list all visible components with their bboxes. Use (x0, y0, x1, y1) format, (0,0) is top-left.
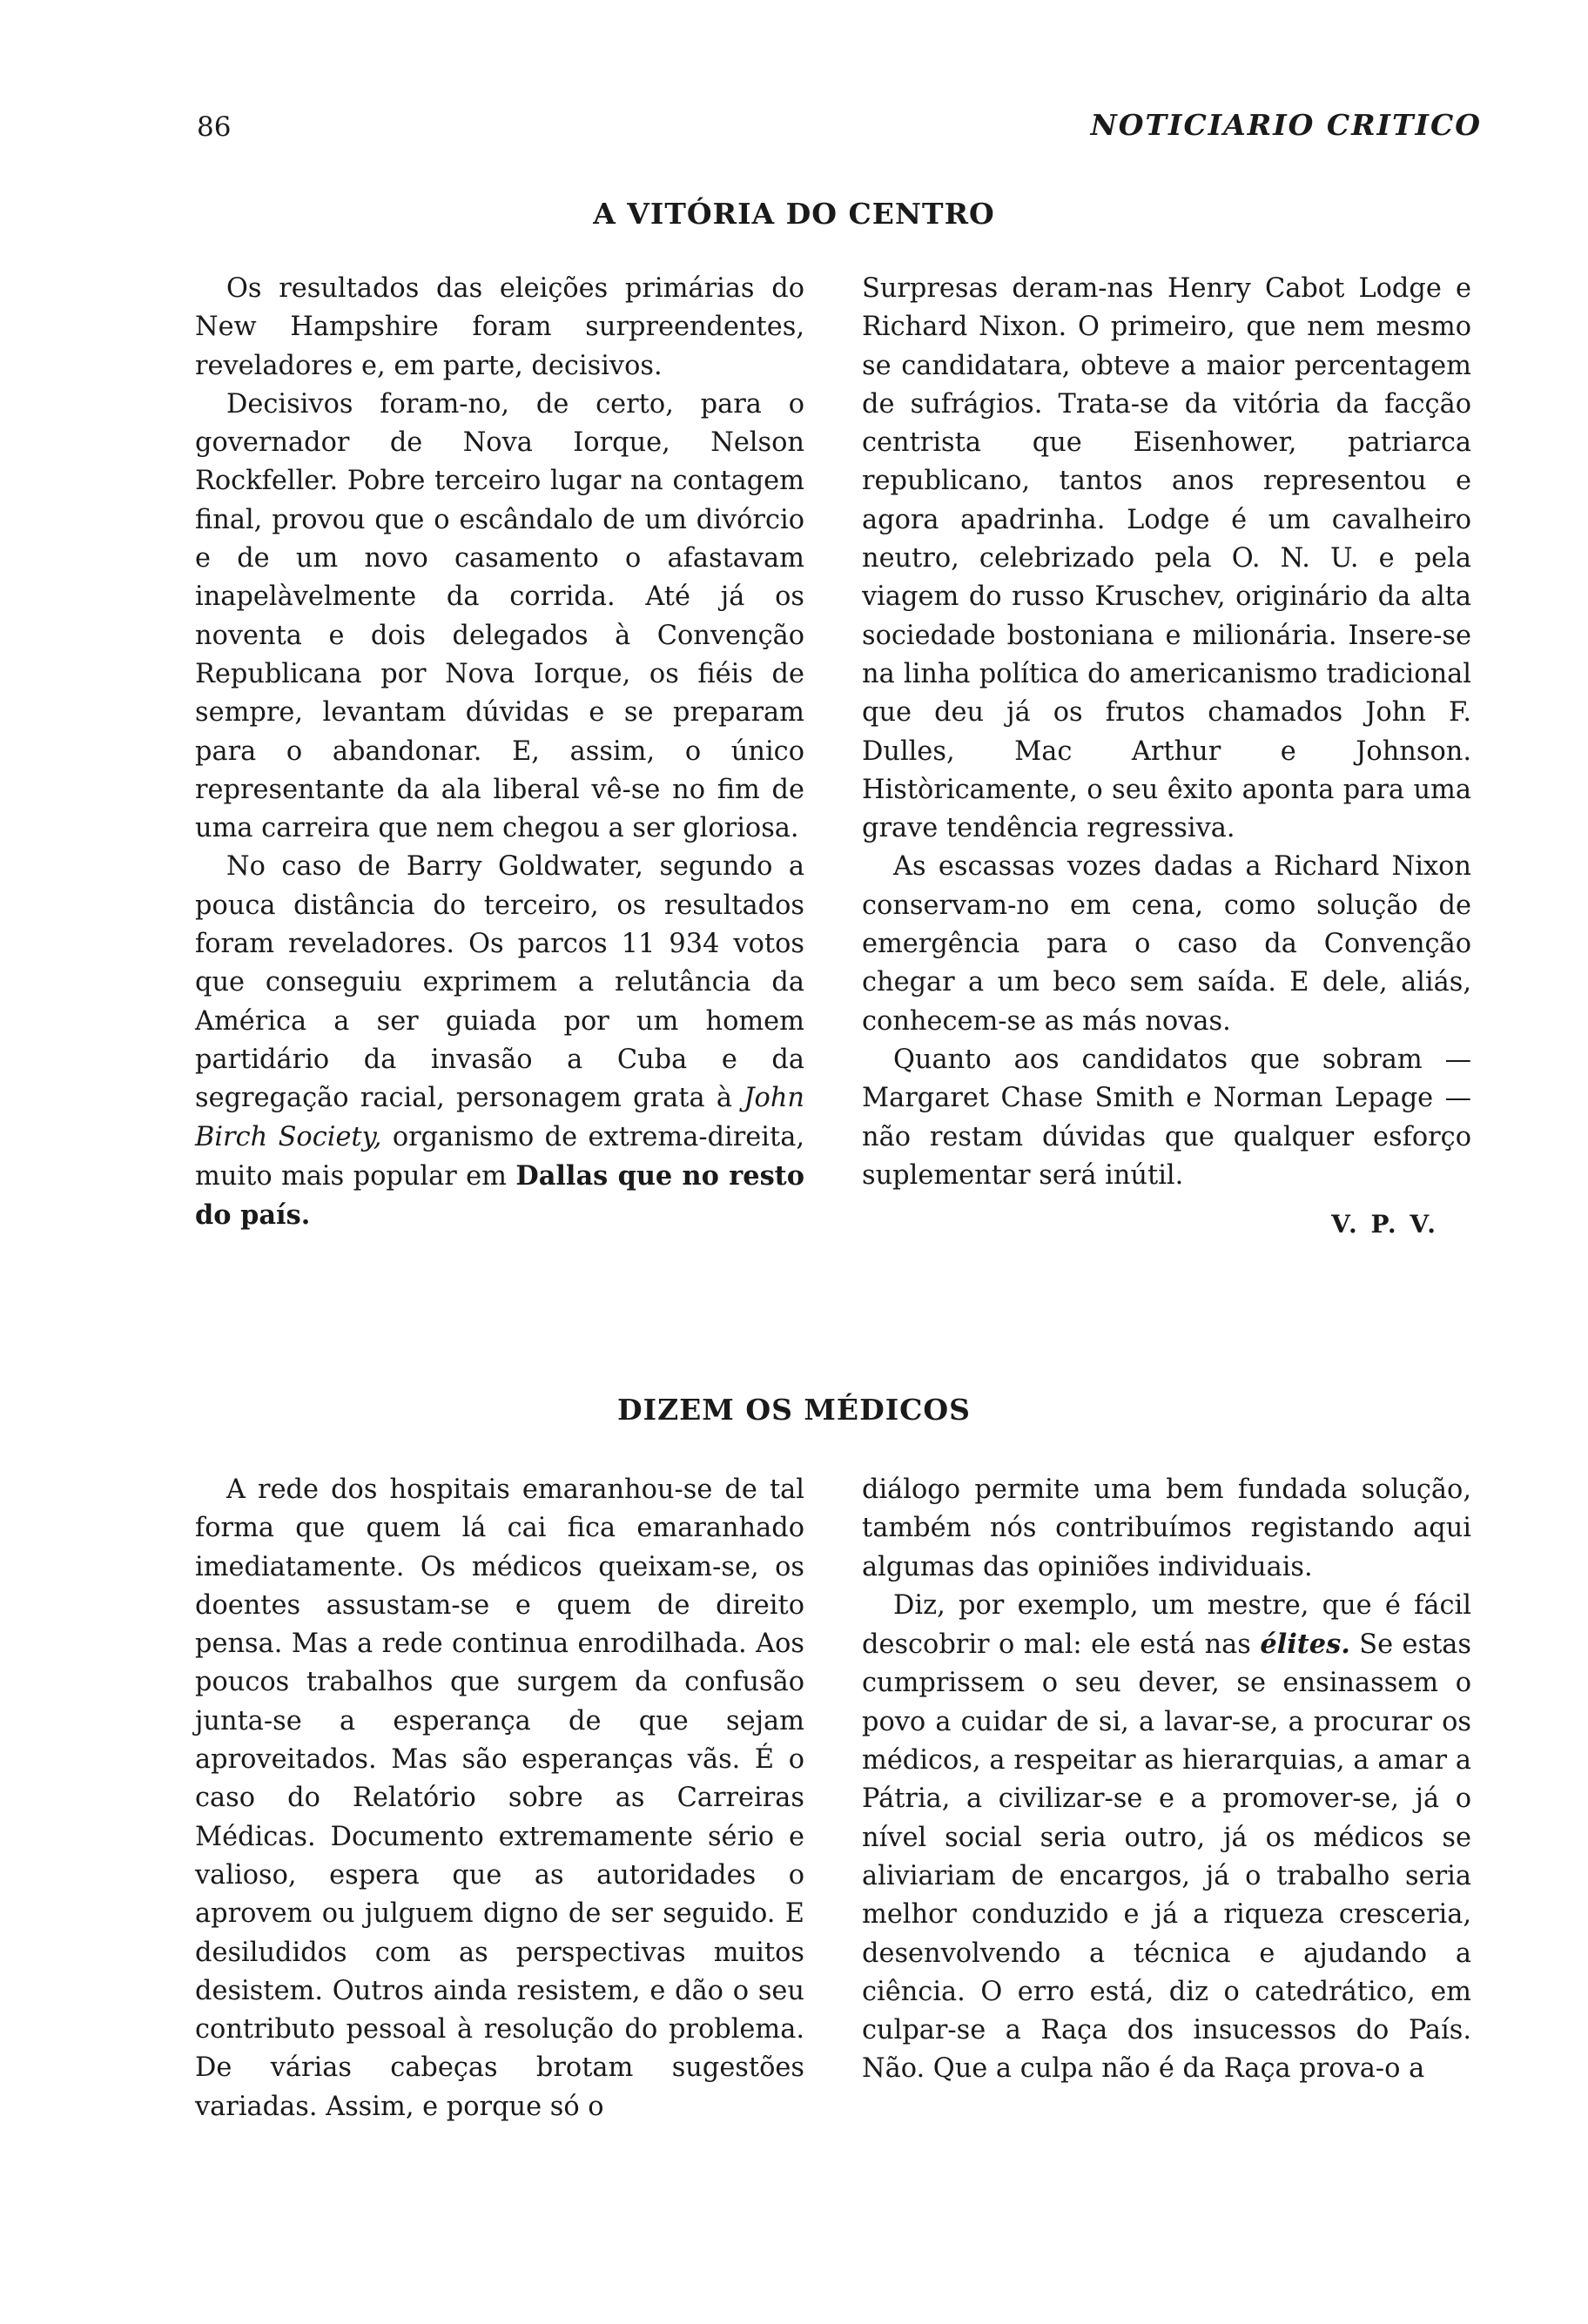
article1-paragraph-1: Os resultados das eleições primárias do New Hampshire foram surpreendentes, reveladores e, em parte, decisivos. (195, 273, 804, 381)
article1-left-column (195, 270, 804, 1235)
article1-paragraph-5: As escassas vozes dadas a Richard Nixon conservam-no em cena, como solução de emergência para o caso da Convenção chegar a um beco sem saída. E dele, aliás, conhecem-se as más novas. (862, 851, 1471, 1037)
article2-paragraph-3-text-b: Se estas cumprissem o seu dever, se ensinassem o povo a cuidar de si, a lavar-se, a procurar os médicos, a respeitar as hierarquias, a amar a Pátria, a civilizar-se e a promover-se, já o nível social seria outro, já os médicos se aliviariam de encargos, já o trabalho seria melhor conduzido e já a riqueza cresceria, desenvolvendo a técnica e ajudando a ciência. O erro está, diz o catedrático, em culpar-se a Raça dos insucessos do País. Não. Que a culpa não é da Raça prova-o a (862, 1629, 1472, 2085)
article1-paragraph-2: Decisivos foram-no, de certo, para o governador de Nova Iorque, Nelson Rockfeller. Pobre terceiro lugar na contagem final, provou que o escândalo de um divórcio e de um novo casamento o afastavam inapelàvelmente da corrida. Até já os noventa e dois delegados à Convenção Republicana por Nova Iorque, os fiéis de sempre, levantam dúvidas e se preparam para o abandonar. E, assim, o único representante da ala liberal vê-se no fim de uma carreira que nem chegou a ser gloriosa. (195, 388, 804, 844)
article2-paragraph-2: diálogo permite uma bem fundada solução, também nós contribuímos registando aqui algumas das opiniões individuais. (862, 1474, 1471, 1582)
article1-paragraph-3-bold-end: Dallas que no resto do país. (195, 1159, 804, 1232)
elites-italic: élites. (1260, 1629, 1350, 1661)
article-title-vitoria-do-centro: A VITÓRIA DO CENTRO (593, 197, 995, 231)
article2-paragraph-3-text-a: Diz, por exemplo, um mestre, que é fácil descobrir o mal: ele está nas (862, 1589, 1471, 1661)
article-title-dizem-os-medicos: DIZEM OS MÉDICOS (617, 1393, 971, 1427)
article1-paragraph-3 (195, 848, 804, 1235)
article2-paragraph-3 (862, 1587, 1471, 2089)
article1-right-column (862, 270, 1471, 1244)
article1-paragraph-3-text-b: organismo de extrema-direita, muito mais popular em (195, 1121, 804, 1192)
article1-paragraph-4: Surpresas deram-nas Henry Cabot Lodge e Richard Nixon. O primeiro, que nem mesmo se candidatara, obteve a maior percentagem de sufrágios. Trata-se da vitória da facção centrista que Eisenhower, patriarca republicano, tantos anos representou e agora apadrinha. Lodge é um cavalheiro neutro, celebrizado pela O. N. U. e pela viagem do russo Kruschev, originário da alta sociedade bostoniana e milionária. Insere-se na linha política do americanismo tradicional que deu já os frutos chamados John F. Dulles, Mac Arthur e Johnson. Històricamente, o seu êxito aponta para uma grave tendência regressiva. (862, 273, 1471, 844)
john-birch-society-italic: John Birch Society, (195, 1083, 804, 1152)
article2-paragraph-1: A rede dos hospitais emaranhou-se de tal forma que quem lá cai fica emaranhado imediatamente. Os médicos queixam-se, os doentes assustam-se e quem de direito pensa. Mas a rede continua enrodilhada. Aos poucos trabalhos que surgem da confusão junta-se a esperança de que sejam aproveitados. Mas são esperanças vãs. É o caso do Relatório sobre as Carreiras Médicas. Documento extremamente sério e valioso, espera que as autoridades o aprovem ou julguem digno de ser seguido. E desiludidos com as perspectivas muitos desistem. Outros ainda resistem, e dão o seu contributo pessoal à resolução do problema. De várias cabeças brotam sugestões variadas. Assim, e porque só o (195, 1474, 804, 2122)
author-signature: V. P. V. (1331, 1210, 1438, 1239)
page-number: 86 (197, 111, 232, 143)
article1-paragraph-3-text-a: No caso de Barry Goldwater, segundo a pouca distância do terceiro, os resultados foram reveladores. Os parcos 11 934 votos que conseguiu exprimem a relutância da América a ser guiada por um homem partidário da invasão a Cuba e da segregação racial, personagem grata à (195, 851, 804, 1114)
article2-right-column (862, 1471, 1471, 2089)
article1-paragraph-6: Quanto aos candidatos que sobram — Margaret Chase Smith e Norman Lepage — não restam dúvidas que qualquer esforço suplementar será inútil. (862, 1044, 1471, 1191)
running-head: NOTICIARIO CRITICO (1090, 108, 1482, 142)
article2-left-column (195, 1471, 804, 2126)
